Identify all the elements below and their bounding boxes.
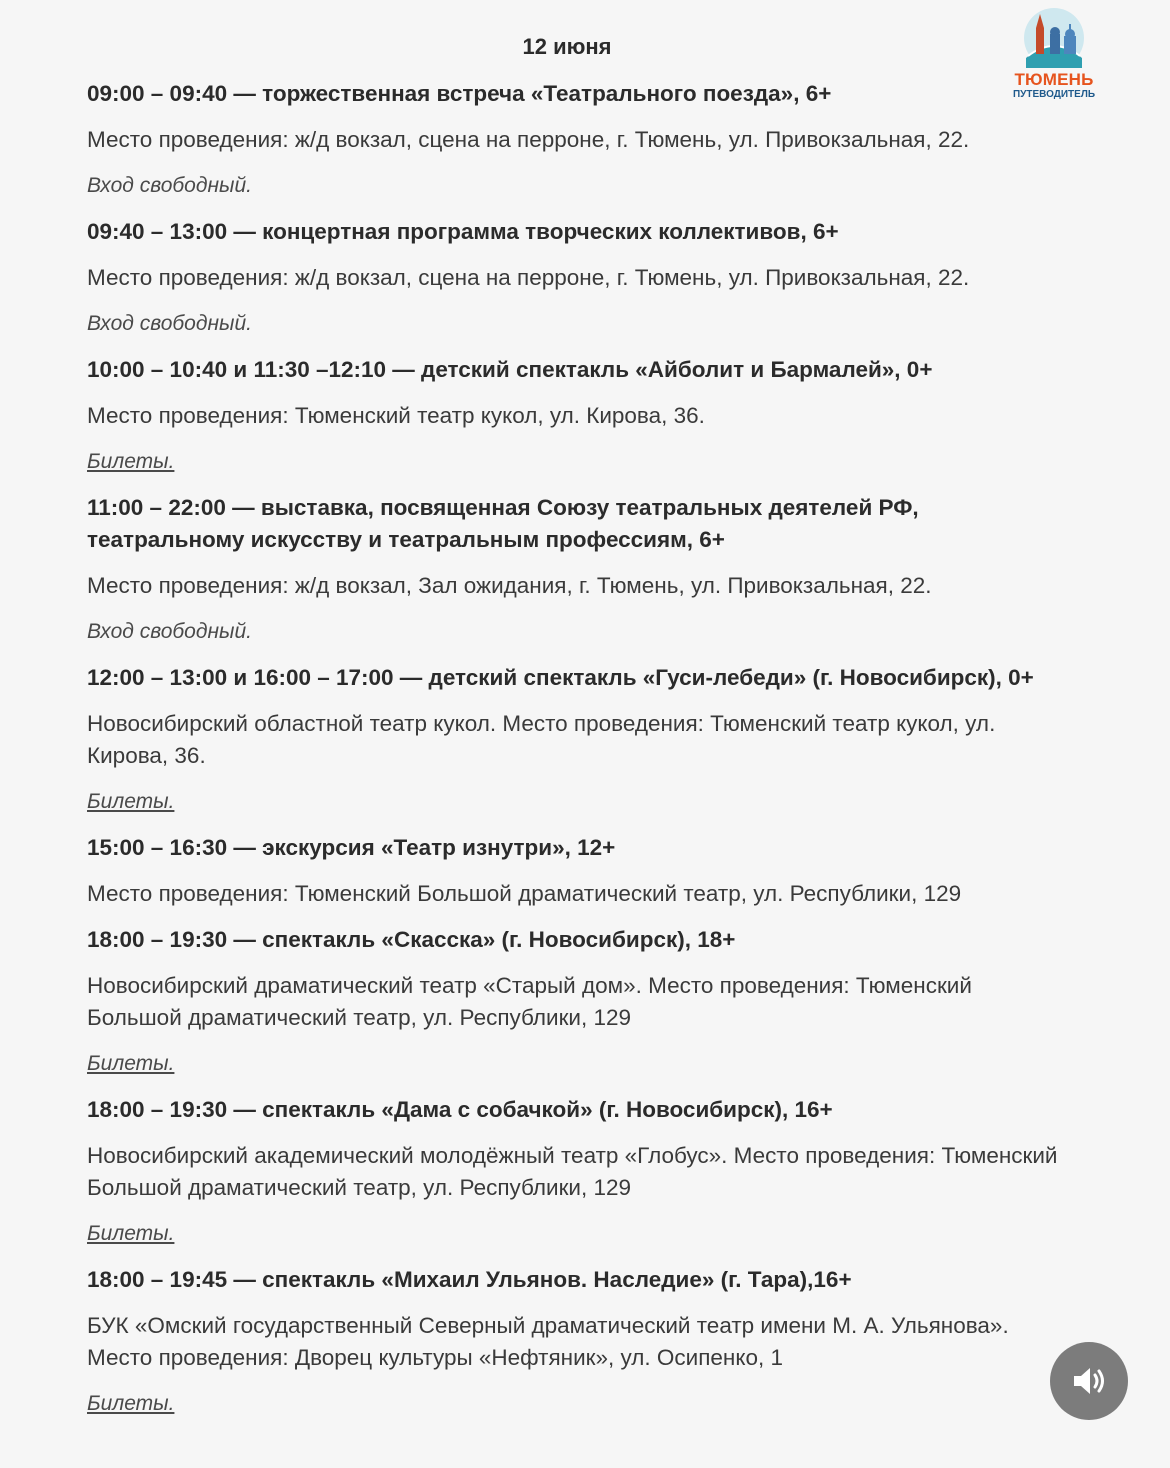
event-title: 09:40 – 13:00 — концертная программа творческих коллективов, 6+	[87, 219, 839, 244]
event-place: Место проведения: ж/д вокзал, сцена на перроне, г. Тюмень, ул. Привокзальная, 22.	[87, 265, 970, 290]
city-skyline-icon	[1022, 6, 1086, 68]
event-place: Место проведения: ж/д вокзал, Зал ожидания, г. Тюмень, ул. Привокзальная, 22.	[87, 573, 932, 598]
event-item	[87, 492, 1067, 648]
event-title: 15:00 – 16:30 — экскурсия «Театр изнутри», 12+	[87, 835, 616, 860]
event-title: 18:00 – 19:30 — спектакль «Дама с собачкой» (г. Новосибирск), 16+	[87, 1097, 833, 1122]
page-title: 12 июня	[522, 34, 612, 59]
event-item	[87, 832, 1067, 910]
tickets-link[interactable]: Билеты.	[87, 790, 175, 813]
event-item	[87, 1094, 1067, 1250]
sound-toggle-button[interactable]	[1050, 1342, 1128, 1420]
event-place: БУК «Омский государственный Северный драматический театр имени М. А. Ульянова». Место проведения: Дворец культуры «Нефтяник», ул. Осипенко, 1	[87, 1313, 1009, 1370]
tickets-link[interactable]: Билеты.	[87, 1222, 175, 1245]
event-item	[87, 354, 1067, 478]
event-note: Вход свободный.	[87, 312, 252, 335]
tickets-link[interactable]: Билеты.	[87, 450, 175, 473]
event-title: 18:00 – 19:30 — спектакль «Скасска» (г. Новосибирск), 18+	[87, 927, 736, 952]
logo-title: ТЮМЕНЬ	[1014, 70, 1094, 89]
tickets-link[interactable]: Билеты.	[87, 1052, 175, 1075]
event-title: 10:00 – 10:40 и 11:30 –12:10 — детский спектакль «Айболит и Бармалей», 0+	[87, 357, 933, 382]
event-title: 11:00 – 22:00 — выставка, посвященная Союзу театральных деятелей РФ, театральному искусству и театральным профессиям, 6+	[87, 495, 919, 552]
logo-subtitle: ПУТЕВОДИТЕЛЬ	[1012, 89, 1096, 100]
event-place: Новосибирский областной театр кукол. Место проведения: Тюменский театр кукол, ул. Кирова, 36.	[87, 711, 996, 768]
event-note: Вход свободный.	[87, 174, 252, 197]
event-item	[87, 216, 1067, 340]
event-item	[87, 662, 1067, 818]
event-place: Новосибирский драматический театр «Старый дом». Место проведения: Тюменский Большой драматический театр, ул. Республики, 129	[87, 973, 972, 1030]
speaker-icon	[1071, 1365, 1107, 1397]
event-item	[87, 924, 1067, 1080]
event-title: 09:00 – 09:40 — торжественная встреча «Театрального поезда», 6+	[87, 81, 832, 106]
event-item	[87, 78, 1067, 202]
event-place: Место проведения: Тюменский театр кукол, ул. Кирова, 36.	[87, 403, 705, 428]
event-place: Место проведения: Тюменский Большой драматический театр, ул. Республики, 129	[87, 881, 962, 906]
event-item	[87, 1264, 1067, 1420]
event-note: Вход свободный.	[87, 620, 252, 643]
event-place: Место проведения: ж/д вокзал, сцена на перроне, г. Тюмень, ул. Привокзальная, 22.	[87, 127, 970, 152]
event-title: 18:00 – 19:45 — спектакль «Михаил Ульянов. Наследие» (г. Тара),16+	[87, 1267, 852, 1292]
tickets-link[interactable]: Билеты.	[87, 1392, 175, 1415]
event-list	[87, 78, 1067, 1420]
event-place: Новосибирский академический молодёжный театр «Глобус». Место проведения: Тюменский Большой драматический театр, ул. Республики, 129	[87, 1143, 1058, 1200]
event-title: 12:00 – 13:00 и 16:00 – 17:00 — детский спектакль «Гуси-лебеди» (г. Новосибирск), 0+	[87, 665, 1034, 690]
